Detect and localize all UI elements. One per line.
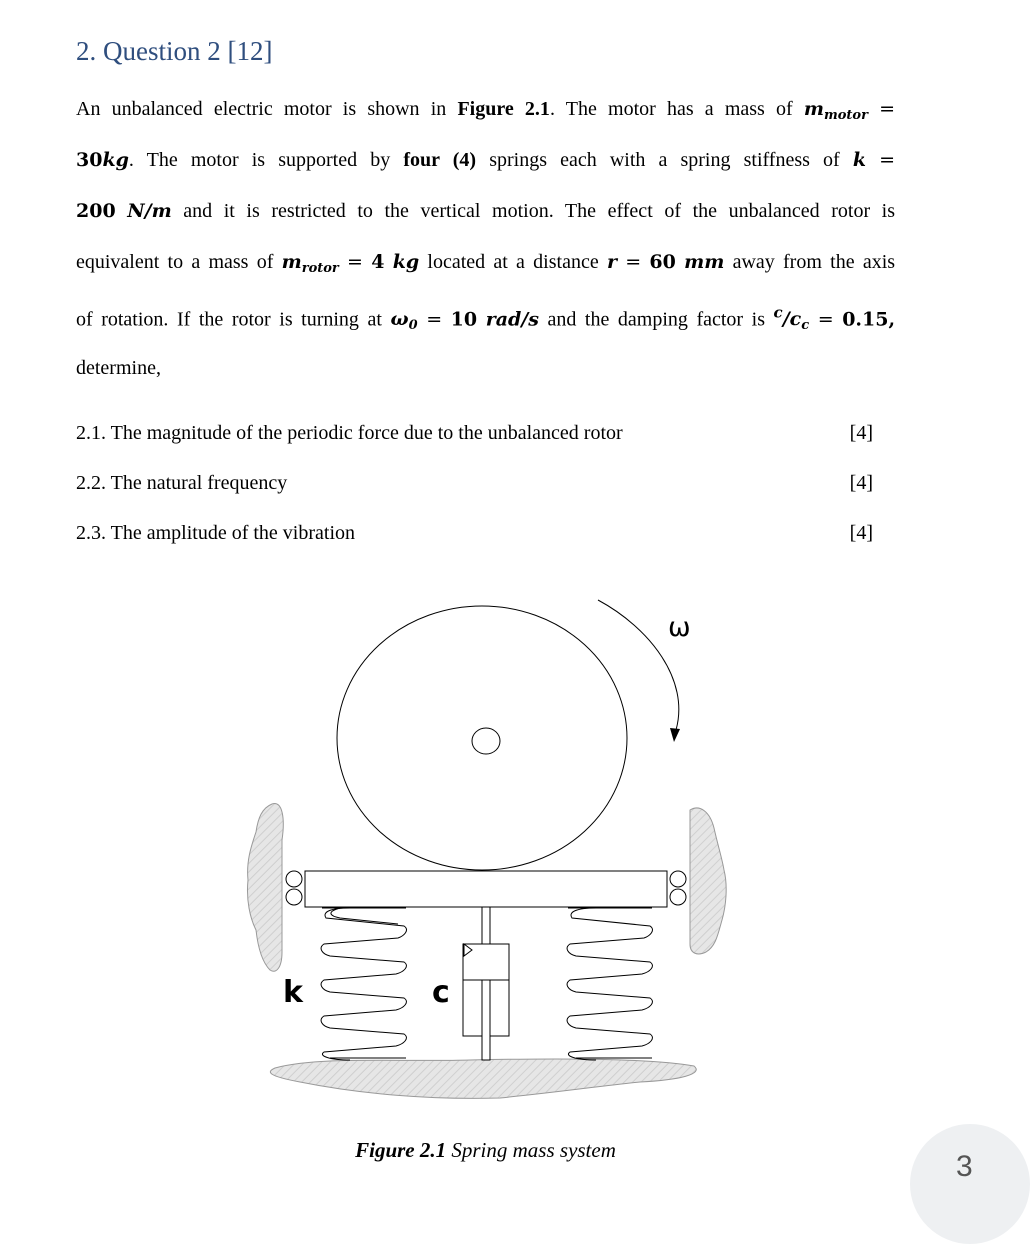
task-item [76, 520, 873, 546]
page-number: 3 [956, 1150, 973, 1183]
paragraph-line-3: 200 N/m and it is restricted to the vertical motion. The effect of the unbalanced rotor is [76, 200, 896, 222]
spring-label-k: k [283, 975, 303, 1010]
task-item [76, 420, 873, 446]
task-marks: [4] [849, 472, 873, 494]
task-marks: [4] [849, 422, 873, 444]
paragraph-line-4: equivalent to a mass of $m_{rotor} = 4$ kg located at a distance r = 60 mm away from the axis [76, 251, 896, 276]
task-label: 2.1. The magnitude of the periodic force due to the unbalanced rotor [76, 422, 623, 444]
motor-platform [305, 871, 667, 907]
left-spring [321, 908, 406, 1060]
rotor-axle [472, 728, 500, 754]
rotation-arrow [598, 600, 679, 730]
right-wall [690, 808, 726, 954]
left-rollers [286, 871, 302, 905]
right-spring [567, 908, 652, 1060]
paragraph-line-2: 30kg. The motor is supported by four (4) springs each with a spring stiffness of k = [76, 149, 896, 171]
right-rollers [670, 871, 686, 905]
damper-label-c: c [432, 975, 450, 1010]
paragraph-line-5: of rotation. If the rotor is turning at $\omega_0 = 10$ rad/s and the damping factor is $^c/c_c = 0.15$, [76, 304, 896, 334]
spring-mass-diagram [230, 585, 730, 1105]
question-heading: 2. Question 2 [12] [76, 36, 273, 66]
ground [270, 1059, 696, 1098]
task-marks: [4] [849, 522, 873, 544]
task-item [76, 470, 873, 496]
omega-label: ω [668, 612, 691, 643]
page-number-tab [910, 1124, 1030, 1244]
arrow-head [670, 728, 680, 742]
task-label: 2.3. The amplitude of the vibration [76, 522, 356, 544]
left-wall [247, 803, 283, 971]
damper [463, 907, 509, 1060]
figure-caption: Figure 2.1 Spring mass system [355, 1138, 616, 1162]
task-label: 2.2. The natural frequency [76, 472, 288, 494]
paragraph-line-6: determine, [76, 357, 161, 379]
paragraph-line-1: An unbalanced electric motor is shown in Figure 2.1. The motor has a mass of $m_{motor}$ = [76, 98, 896, 123]
